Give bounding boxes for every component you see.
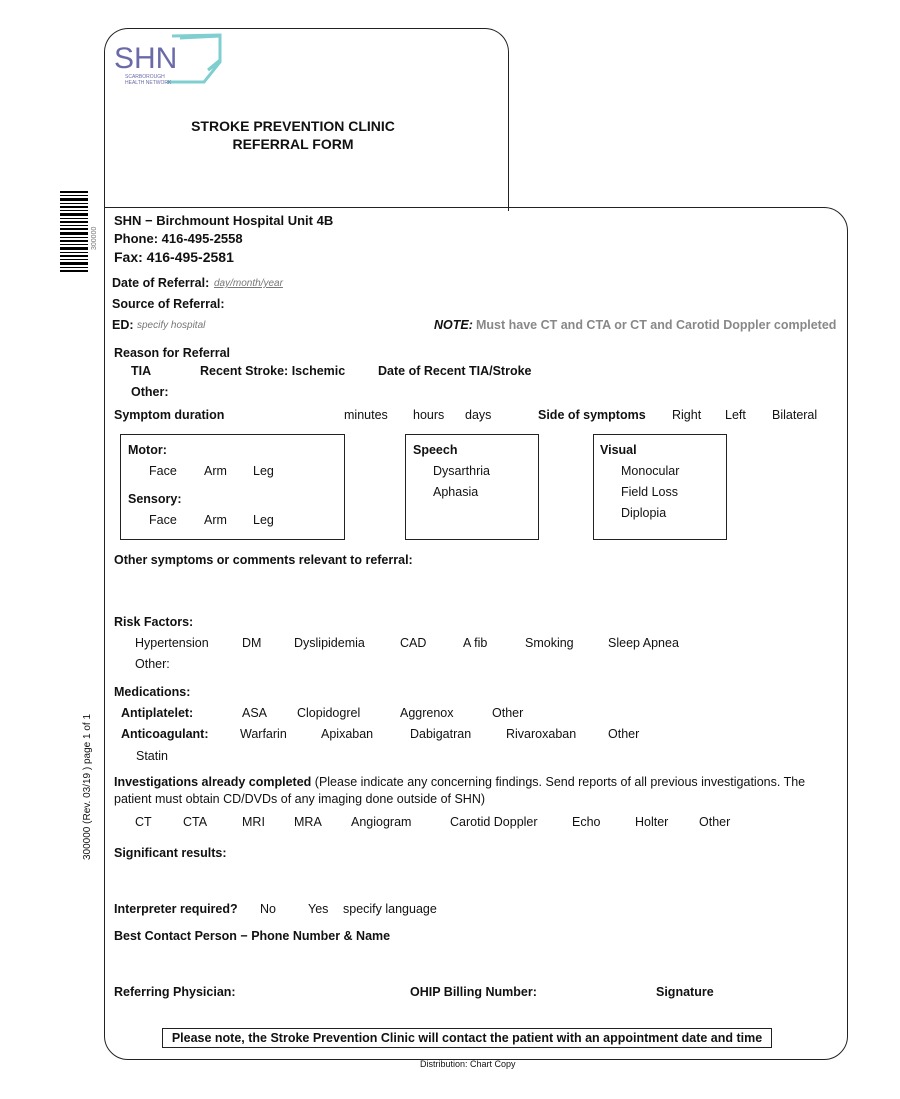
barcode-number: 300000 bbox=[91, 226, 98, 250]
interpreter-no[interactable]: No bbox=[260, 902, 276, 916]
fax: Fax: 416-495-2581 bbox=[114, 249, 234, 265]
reason-other[interactable]: Other: bbox=[131, 385, 169, 399]
svg-text:HEALTH NETWORK: HEALTH NETWORK bbox=[125, 80, 172, 86]
inv-echo[interactable]: Echo bbox=[572, 815, 601, 829]
reason-heading: Reason for Referral bbox=[114, 346, 231, 360]
ohip-billing-label: OHIP Billing Number: bbox=[410, 985, 537, 999]
sensory-arm[interactable]: Arm bbox=[204, 513, 227, 527]
inv-angiogram[interactable]: Angiogram bbox=[351, 815, 412, 829]
best-contact-label: Best Contact Person − Phone Number & Name bbox=[114, 929, 391, 943]
med-clopidogrel[interactable]: Clopidogrel bbox=[297, 706, 361, 720]
risk-factors-heading: Risk Factors: bbox=[114, 615, 194, 629]
side-bilateral[interactable]: Bilateral bbox=[772, 408, 818, 422]
reason-date-recent: Date of Recent TIA/Stroke bbox=[378, 364, 532, 378]
significant-results-label: Significant results: bbox=[114, 846, 227, 860]
visual-monocular[interactable]: Monocular bbox=[621, 464, 680, 478]
med-warfarin[interactable]: Warfarin bbox=[240, 727, 287, 741]
investigations-note: (Please indicate any concerning findings. Send reports of all previous investigations. The bbox=[314, 775, 806, 789]
inv-carotid-doppler[interactable]: Carotid Doppler bbox=[450, 815, 538, 829]
side-left[interactable]: Left bbox=[725, 408, 746, 422]
investigations-heading: Investigations already completed bbox=[114, 775, 312, 789]
referring-physician-label: Referring Physician: bbox=[114, 985, 236, 999]
interpreter-label: Interpreter required? bbox=[114, 902, 238, 916]
med-aggrenox[interactable]: Aggrenox bbox=[400, 706, 454, 720]
inv-holter[interactable]: Holter bbox=[635, 815, 669, 829]
motor-arm[interactable]: Arm bbox=[204, 464, 227, 478]
shn-logo bbox=[112, 32, 227, 88]
visual-heading: Visual bbox=[600, 443, 637, 457]
visual-diplopia[interactable]: Diplopia bbox=[621, 506, 667, 520]
inv-other[interactable]: Other bbox=[699, 815, 731, 829]
risk-other[interactable]: Other: bbox=[135, 657, 170, 671]
risk-afib[interactable]: A fib bbox=[463, 636, 488, 650]
visual-field-loss[interactable]: Field Loss bbox=[621, 485, 678, 499]
note-label: NOTE: bbox=[434, 318, 473, 332]
medications-heading: Medications: bbox=[114, 685, 191, 699]
reason-recent-stroke[interactable]: Recent Stroke: Ischemic bbox=[200, 364, 346, 378]
logo-text: SHN bbox=[114, 42, 178, 75]
sensory-heading: Sensory: bbox=[128, 492, 182, 506]
med-asa[interactable]: ASA bbox=[242, 706, 268, 720]
med-apixaban[interactable]: Apixaban bbox=[321, 727, 374, 741]
revision-text: 300000 (Rev. 03/19 ) page 1 of 1 bbox=[82, 713, 93, 860]
motor-face[interactable]: Face bbox=[149, 464, 177, 478]
duration-days[interactable]: days bbox=[465, 408, 492, 422]
duration-minutes[interactable]: minutes bbox=[344, 408, 388, 422]
distribution-text: Distribution: Chart Copy bbox=[420, 1059, 516, 1069]
clinic-contact-notice: Please note, the Stroke Prevention Clinic will contact the patient with an appointment date and time bbox=[162, 1028, 772, 1048]
side-right[interactable]: Right bbox=[672, 408, 702, 422]
risk-smoking[interactable]: Smoking bbox=[525, 636, 574, 650]
med-rivaroxaban[interactable]: Rivaroxaban bbox=[506, 727, 577, 741]
investigations-note-line2: patient must obtain CD/DVDs of any imaging done outside of SHN) bbox=[114, 792, 486, 806]
barcode bbox=[60, 191, 90, 275]
reason-tia[interactable]: TIA bbox=[131, 364, 152, 378]
risk-sleep-apnea[interactable]: Sleep Apnea bbox=[608, 636, 679, 650]
side-of-symptoms-label: Side of symptoms bbox=[538, 408, 646, 422]
sensory-leg[interactable]: Leg bbox=[253, 513, 274, 527]
svg-text:SCARBOROUGH: SCARBOROUGH bbox=[125, 74, 165, 80]
ed-label: ED: bbox=[112, 318, 134, 332]
note-text: Must have CT and CTA or CT and Carotid Doppler completed bbox=[476, 318, 837, 332]
speech-dysarthria[interactable]: Dysarthria bbox=[433, 464, 490, 478]
med-anticoag-other[interactable]: Other bbox=[608, 727, 640, 741]
date-of-referral-field[interactable]: day/month/year bbox=[214, 278, 283, 289]
investigations-line1 bbox=[114, 775, 805, 789]
risk-cad[interactable]: CAD bbox=[400, 636, 427, 650]
symptom-duration-label: Symptom duration bbox=[114, 408, 225, 422]
antiplatelet-label: Antiplatelet: bbox=[121, 706, 194, 720]
inv-mri[interactable]: MRI bbox=[242, 815, 265, 829]
speech-aphasia[interactable]: Aphasia bbox=[433, 485, 479, 499]
other-symptoms-label: Other symptoms or comments relevant to referral: bbox=[114, 553, 413, 567]
med-antiplatelet-other[interactable]: Other bbox=[492, 706, 524, 720]
interpreter-yes[interactable]: Yes bbox=[308, 902, 329, 916]
risk-dm[interactable]: DM bbox=[242, 636, 262, 650]
med-statin[interactable]: Statin bbox=[136, 749, 168, 763]
anticoagulant-label: Anticoagulant: bbox=[121, 727, 209, 741]
risk-dyslipidemia[interactable]: Dyslipidemia bbox=[294, 636, 365, 650]
risk-hypertension[interactable]: Hypertension bbox=[135, 636, 209, 650]
motor-heading: Motor: bbox=[128, 443, 167, 457]
inv-mra[interactable]: MRA bbox=[294, 815, 322, 829]
speech-heading: Speech bbox=[413, 443, 458, 457]
inv-cta[interactable]: CTA bbox=[183, 815, 208, 829]
signature-label: Signature bbox=[656, 985, 714, 999]
form-title: STROKE PREVENTION CLINIC REFERRAL FORM bbox=[191, 118, 395, 152]
date-of-referral-label: Date of Referral: bbox=[112, 276, 210, 290]
source-of-referral-label: Source of Referral: bbox=[112, 297, 225, 311]
duration-hours[interactable]: hours bbox=[413, 408, 445, 422]
med-dabigatran[interactable]: Dabigatran bbox=[410, 727, 472, 741]
inv-ct[interactable]: CT bbox=[135, 815, 152, 829]
ed-hospital-field[interactable]: specify hospital bbox=[137, 320, 206, 331]
unit-name: SHN − Birchmount Hospital Unit 4B bbox=[114, 213, 334, 228]
motor-leg[interactable]: Leg bbox=[253, 464, 274, 478]
phone: Phone: 416-495-2558 bbox=[114, 231, 243, 246]
sensory-face[interactable]: Face bbox=[149, 513, 177, 527]
interpreter-language-field[interactable]: specify language bbox=[343, 902, 437, 916]
